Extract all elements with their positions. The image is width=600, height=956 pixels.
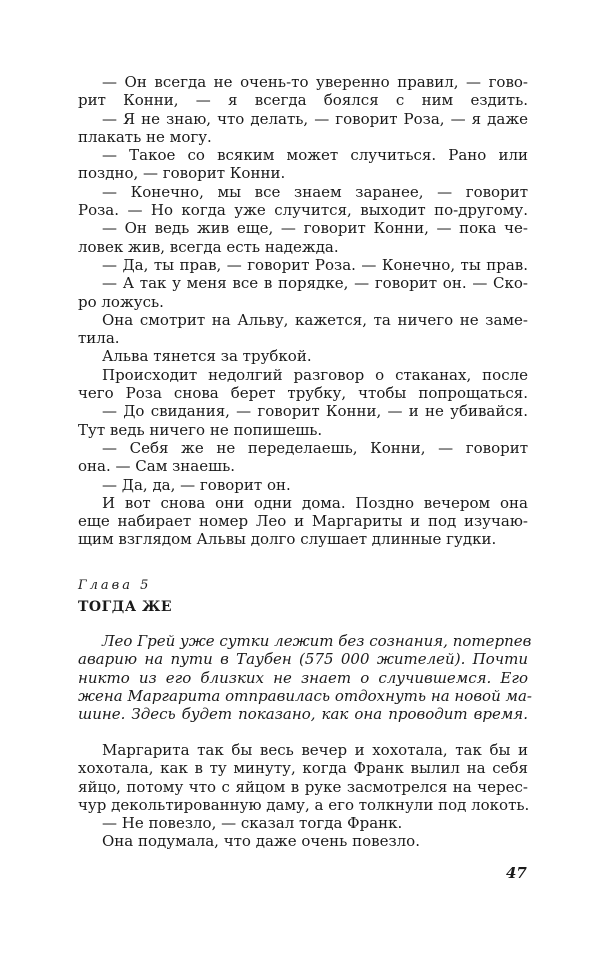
text-line: Альва тянется за трубкой. xyxy=(102,347,312,366)
dialogue-text xyxy=(78,73,528,549)
text-line: плакать не могу. xyxy=(78,127,212,146)
text-line: Тут ведь ничего не попишешь. xyxy=(78,420,323,439)
text-line: Она смотрит на Альву, кажется, та ничего не заме- xyxy=(102,310,528,329)
text-line: ловек жив, всегда есть надежда. xyxy=(78,237,339,256)
synopsis-line: шине. Здесь будет показано, как она проводит время. xyxy=(78,705,528,724)
text-line: — Такое со всяким может случиться. Рано или xyxy=(102,146,528,165)
chapter-text xyxy=(78,741,528,851)
text-line: щим взглядом Альвы долго слушает длинные гудки. xyxy=(78,530,497,549)
text-line: чего Роза снова берет трубку, чтобы попрощаться. xyxy=(78,384,528,403)
text-line: тила. xyxy=(78,329,120,348)
text-line: — Да, ты прав, — говорит Роза. — Конечно, ты прав. xyxy=(102,255,528,274)
synopsis-line: никто из его близких не знает о случившемся. Его xyxy=(78,668,528,687)
text-line: она. — Сам знаешь. xyxy=(78,457,236,476)
text-line: поздно, — говорит Конни. xyxy=(78,164,286,183)
text-line: — А так у меня все в порядке, — говорит он. — Ско- xyxy=(102,274,528,293)
text-line: ро ложусь. xyxy=(78,292,164,311)
text-line: хохотала, как в ту минуту, когда Франк вылил на себя xyxy=(78,759,528,778)
text-line: — До свидания, — говорит Конни, — и не убивайся. xyxy=(102,402,528,421)
text-line: Происходит недолгий разговор о стаканах, после xyxy=(102,365,528,384)
text-line: рит Конни, — я всегда боялся с ним ездить. xyxy=(78,91,528,110)
text-line: — Да, да, — говорит он. xyxy=(102,475,291,494)
text-line: чур декольтированную даму, а его толкнули под локоть. xyxy=(78,795,530,814)
chapter-title: ТОГДА ЖЕ xyxy=(78,599,173,615)
chapter-synopsis xyxy=(78,632,532,724)
text-line: Роза. — Но когда уже случится, выходит по-другому. xyxy=(78,201,528,220)
text-line: — Я не знаю, что делать, — говорит Роза, — я даже xyxy=(102,109,528,128)
page-number: 47 xyxy=(506,864,527,882)
text-line: еще набирает номер Лео и Маргариты и под изучаю- xyxy=(78,512,528,531)
synopsis-line: Лео Грей уже сутки лежит без сознания, потерпев xyxy=(102,632,532,650)
chapter-label: Глава 5 xyxy=(78,578,152,593)
synopsis-line: жена Маргарита отправилась отдохнуть на новой ма- xyxy=(78,686,532,705)
text-line: И вот снова они одни дома. Поздно вечером она xyxy=(102,493,528,512)
text-line: Она подумала, что даже очень повезло. xyxy=(102,832,420,851)
text-line: — Он всегда не очень-то уверенно правил, — гово- xyxy=(102,73,528,91)
text-line: яйцо, потому что с яйцом в руке засмотрелся на черес- xyxy=(78,777,528,796)
synopsis-line: аварию на пути в Таубен (575 000 жителей). Почти xyxy=(78,650,528,669)
text-line: — Конечно, мы все знаем заранее, — говорит xyxy=(102,182,528,201)
text-line: — Не повезло, — сказал тогда Франк. xyxy=(102,814,403,833)
text-line: — Он ведь жив еще, — говорит Конни, — пока че- xyxy=(102,219,528,238)
text-line: — Себя же не переделаешь, Конни, — говорит xyxy=(102,438,528,457)
text-line: Маргарита так бы весь вечер и хохотала, так бы и xyxy=(102,741,528,759)
